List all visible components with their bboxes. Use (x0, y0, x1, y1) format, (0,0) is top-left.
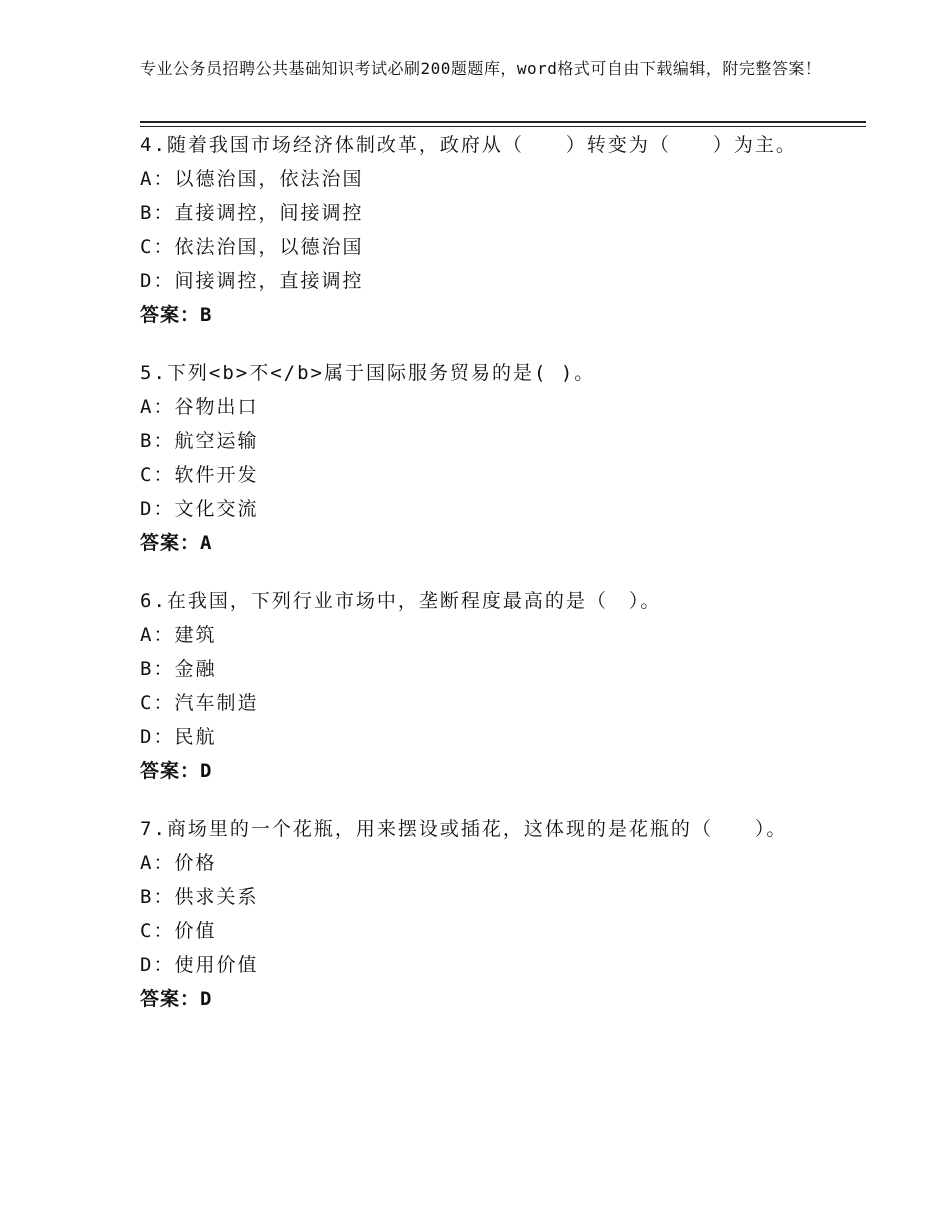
page-header: 专业公务员招聘公共基础知识考试必刷200题题库，word格式可自由下载编辑，附完整答案！ (140, 59, 822, 78)
option-d: D：间接调控，直接调控 (140, 270, 364, 292)
question-stem: 4.随着我国市场经济体制改革，政府从（ ）转变为（ ）为主。 (140, 134, 797, 156)
answer: 答案：A (140, 532, 213, 554)
option-b: B：航空运输 (140, 430, 259, 452)
option-c: C：依法治国，以德治国 (140, 236, 364, 258)
answer: 答案：D (140, 760, 213, 782)
answer: 答案：B (140, 304, 213, 326)
option-b: B：供求关系 (140, 886, 259, 908)
option-a: A：以德治国，依法治国 (140, 168, 364, 190)
header-rule-thin (140, 126, 866, 127)
option-b: B：金融 (140, 658, 217, 680)
answer: 答案：D (140, 988, 213, 1010)
option-d: D：民航 (140, 726, 217, 748)
option-c: C：价值 (140, 920, 217, 942)
option-d: D：文化交流 (140, 498, 259, 520)
option-a: A：价格 (140, 852, 217, 874)
option-d: D：使用价值 (140, 954, 259, 976)
question-item (140, 128, 820, 332)
question-item (140, 812, 820, 1016)
option-a: A：建筑 (140, 624, 217, 646)
option-c: C：软件开发 (140, 464, 259, 486)
option-a: A：谷物出口 (140, 396, 259, 418)
option-c: C：汽车制造 (140, 692, 259, 714)
option-b: B：直接调控，间接调控 (140, 202, 364, 224)
question-item (140, 584, 820, 788)
question-stem: 6.在我国，下列行业市场中，垄断程度最高的是（ ）。 (140, 590, 662, 612)
question-stem: 7.商场里的一个花瓶，用来摆设或插花，这体现的是花瓶的（ ）。 (140, 818, 788, 840)
question-list (140, 128, 820, 1040)
question-stem: 5.下列<b>不</b>属于国际服务贸易的是( )。 (140, 362, 596, 384)
header-rule (140, 121, 866, 123)
question-item (140, 356, 820, 560)
